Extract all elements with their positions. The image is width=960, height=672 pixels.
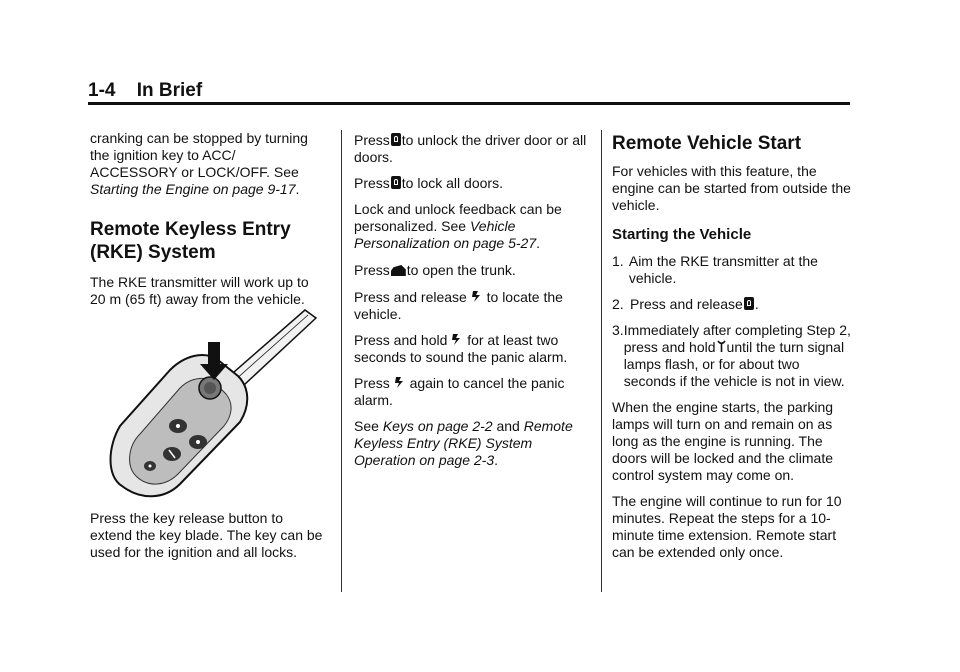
panic-icon [395,376,405,389]
step-number: 1. [612,253,624,269]
step-text: Press and release [630,296,743,312]
engine-continue-paragraph: The engine will continue to run for 10 minutes. Repeat the steps for a 10-minute time extension. Remote start can be extended only once. [612,493,842,560]
text: Lock and unlock feedback can be personalized. See [354,201,562,234]
intro-text: cranking can be stopped by turning the ignition key to ACC/ ACCESSORY or LOCK/OFF. See [90,130,308,180]
step-text: Aim the RKE transmitter at the vehicle. [628,253,818,286]
text: Press [354,132,390,148]
column-divider-2 [601,130,602,592]
text: to locate the vehicle. [354,289,563,322]
see-also-paragraph: See Keys on page 2-2 and Remote Keyless Entry (RKE) System Operation on page 2-3. [354,418,573,468]
text: for at least two seconds to sound the panic alarm. [354,332,568,365]
panic-icon [472,290,482,303]
rke-paragraph: The RKE transmitter will work up to 20 m (65 ft) away from the vehicle. [90,274,309,307]
text: to unlock the driver door or all doors. [354,132,587,165]
step-number: 2. [612,296,624,312]
text: Press and release [354,289,467,305]
step-number: 3. [612,322,624,338]
step-3 [612,322,854,390]
feedback-paragraph: Lock and unlock feedback can be personalized. See Vehicle Personalization on page 5-27. [354,201,562,251]
text: to open the trunk. [406,262,516,278]
key-fob-illustration [100,306,320,500]
column-1 [90,130,326,308]
text: See [354,418,379,434]
lock-paragraph [354,175,590,192]
lock-icon [744,297,754,310]
column-2 [354,132,590,469]
engine-starts-paragraph: When the engine starts, the parking lamps will turn on and remain on as long as the engine is running. The doors will be locked and the climate control system may come on. [612,399,834,483]
text: Press [354,262,390,278]
unlock-paragraph [354,132,590,166]
remote-start-icon [717,340,726,353]
panic-icon [452,333,462,346]
panic-paragraph [354,332,590,366]
page-header [88,80,202,102]
unlock-icon [391,133,401,146]
intro-paragraph: cranking can be stopped by turning the ignition key to ACC/ ACCESSORY or LOCK/OFF. See Starting the Engine on page 9-17. [90,130,308,197]
text: Press [354,375,390,391]
intro-link[interactable]: Starting the Engine on page 9-17 [90,181,296,197]
column-divider-1 [341,130,342,592]
page-number: 1-4 [88,80,116,101]
rke-heading: Remote Keyless Entry (RKE) System [90,219,291,263]
trunk-icon [391,265,406,276]
keys-link[interactable]: Keys on page 2-2 [382,418,493,434]
text: to lock all doors. [401,175,503,191]
key-release-paragraph: Press the key release button to extend the key blade. The key can be used for the ignition and all locks. [90,510,323,560]
rke-operation-link[interactable]: Remote Keyless Entry (RKE) System Operation on page 2-3 [354,418,573,468]
remote-start-heading: Remote Vehicle Start [612,133,802,154]
lock-icon [391,176,401,189]
starting-vehicle-heading: Starting the Vehicle [612,226,752,243]
step-2: 2. Press and release . [612,296,759,312]
column-3 [612,132,854,561]
text: and [496,418,520,434]
section-title: In Brief [136,80,203,101]
personalization-link[interactable]: Vehicle Personalization on page 5-27 [354,218,537,251]
remote-start-intro: For vehicles with this feature, the engine can be started from outside the vehicle. [612,163,851,213]
step-text: until the turn signal lamps flash, or for about two seconds if the vehicle is not in view. [623,339,845,389]
text: again to cancel the panic alarm. [354,375,565,408]
trunk-paragraph [354,262,590,279]
header-rule [88,102,850,105]
step-text: Immediately after completing Step 2, press and hold [623,322,851,355]
cancel-panic-paragraph [354,375,590,409]
step-1 [612,253,854,287]
locate-paragraph [354,289,590,323]
text: Press and hold [354,332,448,348]
text: Press [354,175,390,191]
